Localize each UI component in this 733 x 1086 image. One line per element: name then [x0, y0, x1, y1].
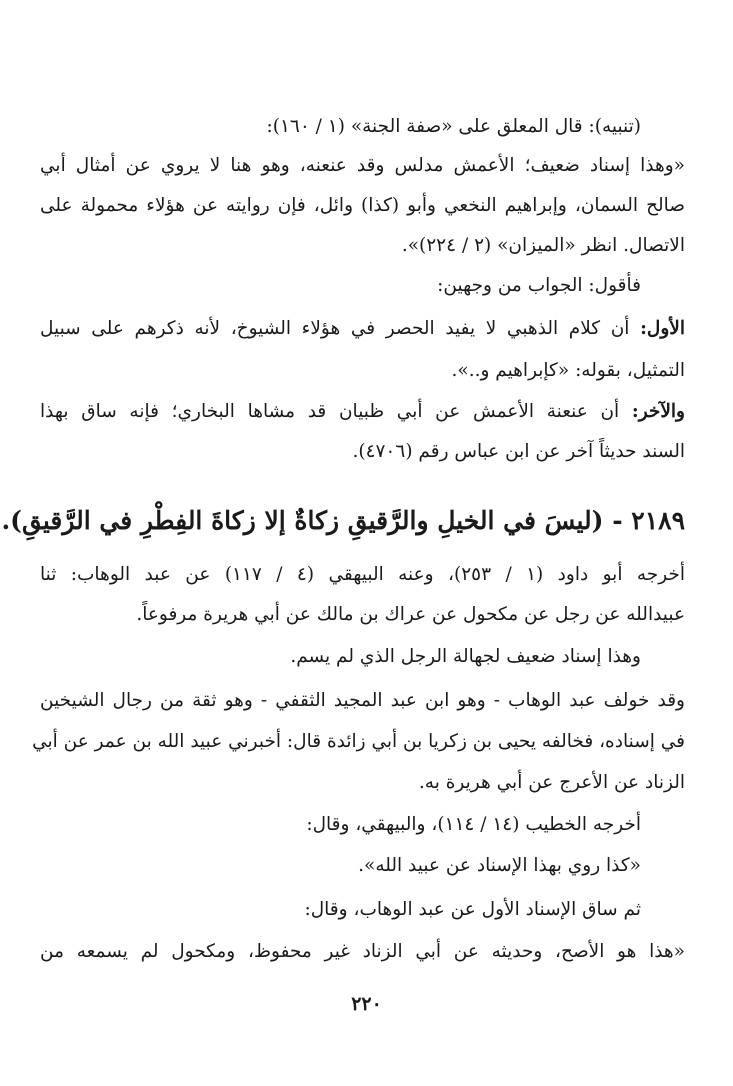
first-point-line-1 [40, 320, 685, 339]
hadith-line-10: «هذا هو الأصح، وحديثه عن أبي الزناد غير محفوظ، ومكحول لم يسمعه من [40, 941, 685, 962]
hadith-line-6: الزناد عن الأعرج عن أبي هريرة به. [418, 772, 685, 793]
second-point-line-2: السند حديثاً آخر عن ابن عباس رقم (٤٧٠٦). [352, 441, 685, 462]
quote-line-2: صالح السمان، وإبراهيم النخعي وأبو (كذا) وائل، فإن روايته عن هؤلاء محمولة على [40, 195, 685, 216]
hadith-line-5: في إسناده، فخالفه يحيى بن زكريا بن أبي زائدة قال: أخبرني عبيد الله بن عمر عن أبي [32, 731, 685, 752]
second-point-label: والآخر: [631, 401, 685, 422]
second-point-line-1 [40, 403, 685, 422]
quote-line-1: «وهذا إسناد ضعيف؛ الأعمش مدلس وقد عنعنه، وهو هنا لا يروي عن أمثال أبي [40, 155, 685, 176]
hadith-heading: ٢١٨٩ - (ليسَ في الخيلِ والرَّقيقِ زكاةٌ إلا زكاةَ الفِطْرِ في الرَّقيقِ). [1, 506, 685, 535]
first-point-line-2: التمثيل، بقوله: «كإبراهيم و..». [451, 360, 685, 381]
hadith-line-4: وقد خولف عبد الوهاب - وهو ابن عبد المجيد الثقفي - وهو ثقة من رجال الشيخين [40, 690, 685, 711]
hadith-line-2: عبيدالله عن رجل عن مكحول عن عراك بن مالك عن أبي هريرة مرفوعاً. [136, 604, 685, 625]
note-heading-line: (تنبيه): قال المعلق على «صفة الجنة» (١ / ١٦٠): [266, 116, 641, 137]
second-point-text: أن عنعنة الأعمش عن أبي ظبيان قد مشاها البخاري؛ فإنه ساق بهذا [40, 401, 620, 422]
first-point-label: الأول: [640, 318, 685, 339]
quote-line-3: الاتصال. انظر «الميزان» (٢ / ٢٢٤)». [401, 235, 685, 256]
reply-intro-line: فأقول: الجواب من وجهين: [437, 275, 641, 296]
page-number: ٢٢٠ [351, 993, 382, 1015]
first-point-text: أن كلام الذهبي لا يفيد الحصر في هؤلاء الشيوخ، لأنه ذكرهم على سبيل [40, 318, 630, 339]
hadith-line-1: أخرجه أبو داود (١ / ٢٥٣)، وعنه البيهقي (٤ / ١١٧) عن عبد الوهاب: ثنا [40, 564, 686, 585]
hadith-line-9: ثم ساق الإسناد الأول عن عبد الوهاب، وقال: [304, 899, 641, 920]
hadith-line-7: أخرجه الخطيب (١٤ / ١١٤)، والبيهقي، وقال: [306, 814, 641, 835]
hadith-line-8: «كذا روي بهذا الإسناد عن عبيد الله». [358, 855, 641, 876]
hadith-line-3: وهذا إسناد ضعيف لجهالة الرجل الذي لم يسم. [290, 646, 641, 667]
